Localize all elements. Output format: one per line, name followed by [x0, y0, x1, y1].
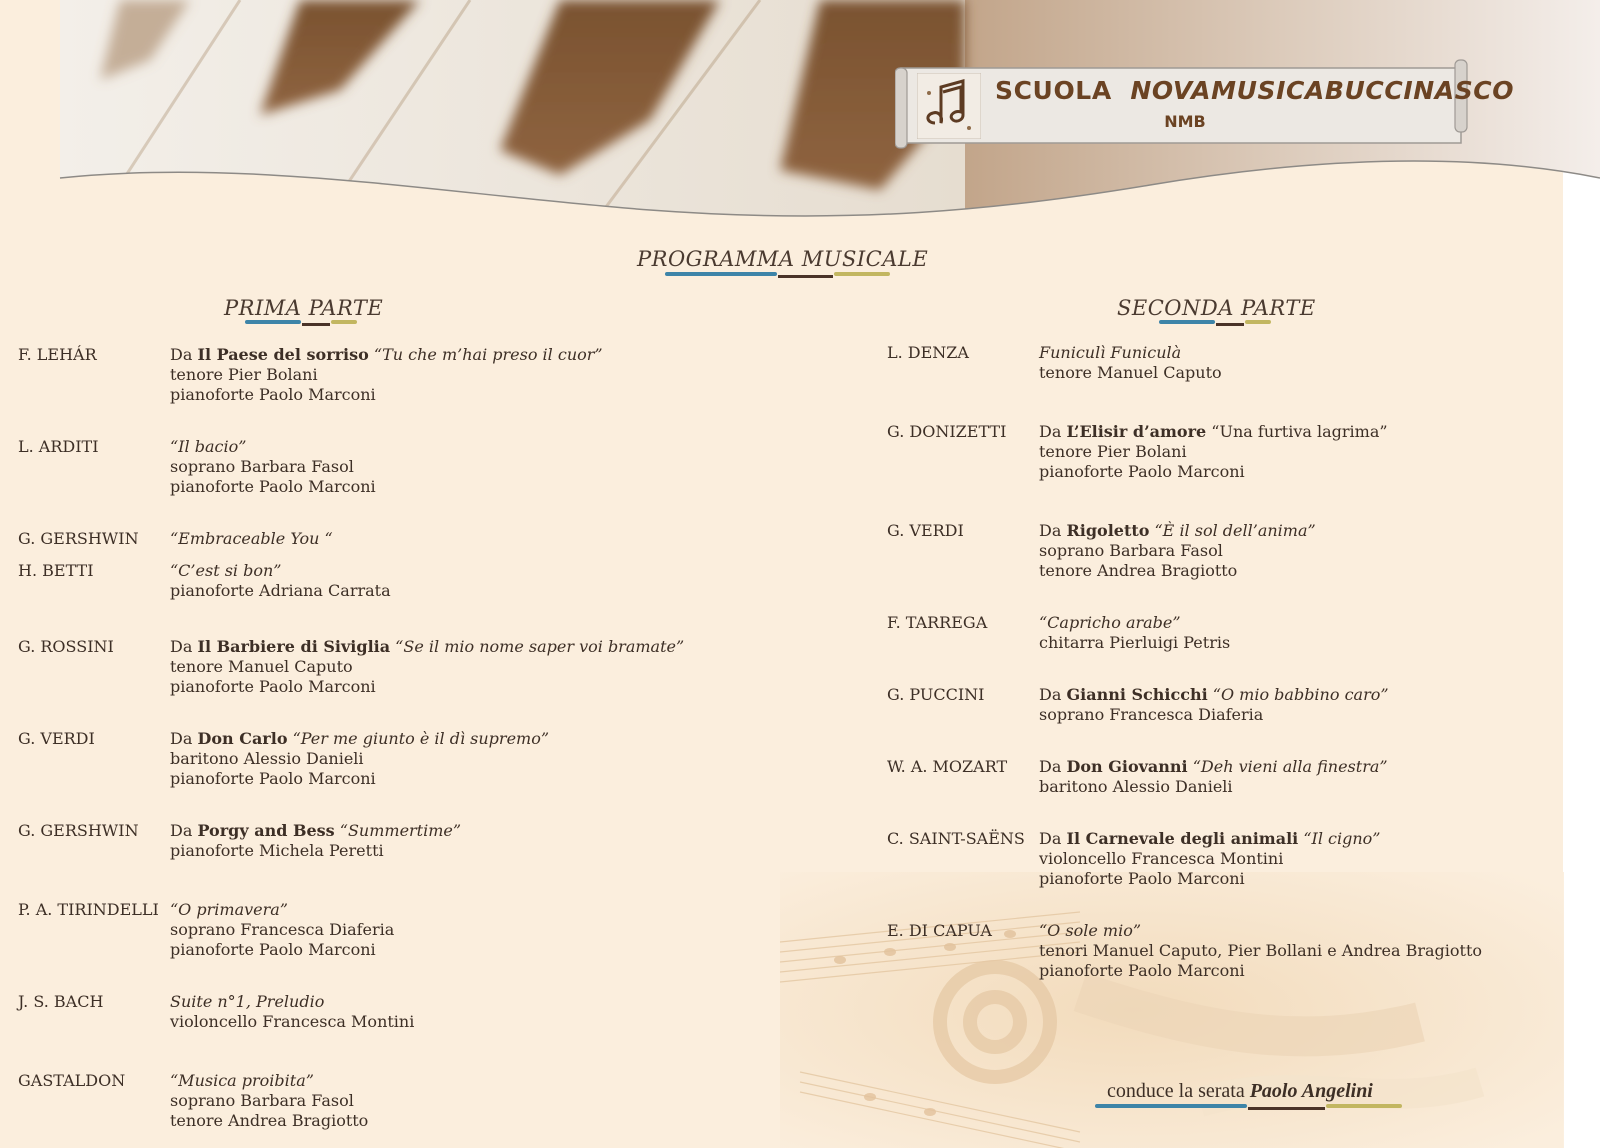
- work-segment: Da: [170, 637, 198, 656]
- work-segment: Suite n°1, Preludio: [170, 992, 325, 1011]
- work-segment: “Se il mio nome saper voi bramate”: [390, 637, 685, 656]
- work-segment: “Capricho arabe”: [1039, 613, 1181, 632]
- composer: G. GERSHWIN: [18, 821, 139, 840]
- composer: F. LEHÁR: [18, 345, 97, 364]
- performer: violoncello Francesca Montini: [170, 1012, 415, 1031]
- composer: W. A. MOZART: [887, 757, 1008, 776]
- work-segment: Don Giovanni: [1066, 757, 1188, 776]
- host-label: conduce la serata: [1107, 1080, 1245, 1102]
- part-one-title: PRIMA PARTE: [224, 296, 384, 320]
- work-title: [170, 345, 603, 365]
- entry-details: [170, 637, 684, 697]
- work-segment: Rigoletto: [1066, 521, 1150, 540]
- composer: L. DENZA: [887, 343, 969, 362]
- school-abbr: NMB: [1164, 112, 1206, 131]
- performer: pianoforte Paolo Marconi: [1039, 961, 1245, 980]
- work-title: [1039, 757, 1388, 777]
- work-segment: “C’est si bon”: [170, 561, 282, 580]
- entry-details: [170, 900, 394, 960]
- work-segment: Da: [1039, 757, 1067, 776]
- work-segment: “È il sol dell’anima”: [1149, 521, 1316, 540]
- work-segment: “O sole mio”: [1039, 921, 1141, 940]
- composer: G. VERDI: [887, 521, 964, 540]
- work-segment: “Summertime”: [334, 821, 462, 840]
- part-two-title: SECONDA PARTE: [1117, 296, 1316, 320]
- entry-details: [170, 345, 603, 405]
- work-title: [170, 1071, 368, 1091]
- performer: soprano Barbara Fasol: [1039, 541, 1223, 560]
- performer: tenore Andrea Bragiotto: [1039, 561, 1238, 580]
- performer: pianoforte Paolo Marconi: [170, 677, 376, 696]
- work-segment: Da: [170, 821, 198, 840]
- work-segment: “Una furtiva lagrima”: [1206, 422, 1388, 441]
- work-segment: Da: [170, 729, 198, 748]
- work-segment: “O primavera”: [170, 900, 288, 919]
- work-title: [170, 437, 376, 457]
- entry-details: [170, 561, 391, 601]
- entry-details: [1039, 343, 1222, 383]
- entry-details: [170, 821, 461, 861]
- work-title: [170, 992, 414, 1012]
- performer: soprano Barbara Fasol: [170, 1091, 354, 1110]
- performer: pianoforte Paolo Marconi: [170, 477, 376, 496]
- work-segment: L’Elisir d’amore: [1066, 422, 1207, 441]
- entry-details: [170, 992, 414, 1032]
- performer: soprano Francesca Diaferia: [1039, 705, 1264, 724]
- performer: tenore Pier Bolani: [170, 365, 318, 384]
- work-title: [170, 729, 549, 749]
- composer: P. A. TIRINDELLI: [18, 900, 159, 919]
- performer: violoncello Francesca Montini: [1039, 849, 1284, 868]
- composer: C. SAINT-SAËNS: [887, 829, 1025, 848]
- performer: pianoforte Paolo Marconi: [170, 385, 376, 404]
- work-title: [1039, 685, 1389, 705]
- host-line: [1107, 1080, 1373, 1103]
- performer: pianoforte Michela Peretti: [170, 841, 384, 860]
- work-segment: “Musica proibita”: [170, 1071, 314, 1090]
- performer: tenore Manuel Caputo: [1039, 363, 1222, 382]
- music-note-logo: [917, 73, 981, 139]
- work-title: [1039, 613, 1230, 633]
- work-segment: Da: [1039, 422, 1067, 441]
- performer: baritono Alessio Danieli: [170, 749, 364, 768]
- program-title: PROGRAMMA MUSICALE: [637, 247, 929, 271]
- composer: J. S. BACH: [18, 992, 104, 1011]
- entry-details: [1039, 921, 1482, 981]
- composer: G. PUCCINI: [887, 685, 985, 704]
- work-segment: Funiculì Funiculà: [1039, 343, 1182, 362]
- work-title: [1039, 422, 1388, 442]
- work-segment: Da: [170, 345, 198, 364]
- work-segment: “Embraceable You “: [170, 529, 333, 548]
- performer: chitarra Pierluigi Petris: [1039, 633, 1231, 652]
- composer: G. GERSHWIN: [18, 529, 139, 548]
- work-segment: “Per me giunto è il dì supremo”: [287, 729, 550, 748]
- performer: tenore Pier Bolani: [1039, 442, 1187, 461]
- work-title: [1039, 829, 1380, 849]
- school-prefix: SCUOLA: [995, 76, 1112, 105]
- performer: pianoforte Paolo Marconi: [170, 769, 376, 788]
- composer: L. ARDITI: [18, 437, 99, 456]
- performer: tenore Andrea Bragiotto: [170, 1111, 369, 1130]
- school-name: [995, 76, 1515, 105]
- work-segment: Da: [1039, 521, 1067, 540]
- work-segment: Da: [1039, 685, 1067, 704]
- work-title: [1039, 921, 1482, 941]
- composer: G. VERDI: [18, 729, 95, 748]
- work-segment: Il Paese del sorriso: [197, 345, 369, 364]
- performer: soprano Barbara Fasol: [170, 457, 354, 476]
- work-title: [170, 561, 391, 581]
- composer: G. ROSSINI: [18, 637, 114, 656]
- entry-details: [170, 437, 376, 497]
- work-title: [170, 821, 461, 841]
- composer: GASTALDON: [18, 1071, 126, 1090]
- entry-details: [1039, 613, 1230, 653]
- performer: tenori Manuel Caputo, Pier Bollani e Andrea Bragiotto: [1039, 941, 1483, 960]
- work-segment: Porgy and Bess: [197, 821, 335, 840]
- work-segment: “Deh vieni alla finestra”: [1187, 757, 1388, 776]
- performer: soprano Francesca Diaferia: [170, 920, 395, 939]
- performer: pianoforte Paolo Marconi: [170, 940, 376, 959]
- entry-details: [170, 729, 549, 789]
- composer: F. TARREGA: [887, 613, 988, 632]
- entry-details: [170, 1071, 368, 1131]
- composer: G. DONIZETTI: [887, 422, 1007, 441]
- host-name: Paolo Angelini: [1249, 1080, 1373, 1102]
- composer: E. DI CAPUA: [887, 921, 992, 940]
- school-name-text: NOVAMUSICABUCCINASCO: [1130, 76, 1515, 105]
- entry-details: [1039, 521, 1316, 581]
- work-segment: “O mio babbino caro”: [1207, 685, 1389, 704]
- performer: pianoforte Adriana Carrata: [170, 581, 391, 600]
- work-segment: Gianni Schicchi: [1066, 685, 1208, 704]
- composer: H. BETTI: [18, 561, 94, 580]
- performer: pianoforte Paolo Marconi: [1039, 869, 1245, 888]
- performer: baritono Alessio Danieli: [1039, 777, 1233, 796]
- entry-details: [1039, 422, 1388, 482]
- work-segment: Il Carnevale degli animali: [1066, 829, 1299, 848]
- entry-details: [1039, 685, 1389, 725]
- work-title: [1039, 521, 1316, 541]
- work-title: [170, 529, 333, 549]
- work-title: [170, 637, 684, 657]
- work-segment: Il Barbiere di Siviglia: [197, 637, 391, 656]
- entry-details: [170, 529, 333, 549]
- entry-details: [1039, 829, 1380, 889]
- work-title: [170, 900, 394, 920]
- work-segment: “Tu che m’hai preso il cuor”: [368, 345, 603, 364]
- work-segment: “Il cigno”: [1298, 829, 1381, 848]
- entry-details: [1039, 757, 1388, 797]
- work-segment: “Il bacio”: [170, 437, 247, 456]
- work-segment: Don Carlo: [197, 729, 288, 748]
- work-title: [1039, 343, 1222, 363]
- work-segment: Da: [1039, 829, 1067, 848]
- performer: tenore Manuel Caputo: [170, 657, 353, 676]
- performer: pianoforte Paolo Marconi: [1039, 462, 1245, 481]
